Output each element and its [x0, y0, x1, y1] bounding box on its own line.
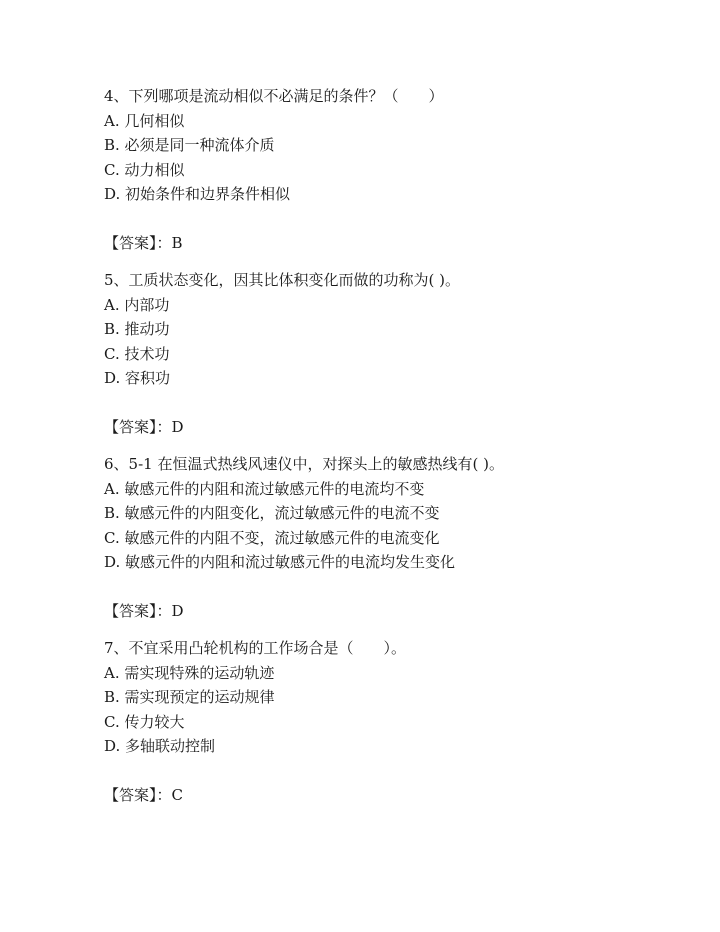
answer-line [104, 415, 704, 440]
document-page [104, 84, 704, 807]
option-a: A. 内部功 [104, 295, 170, 314]
question-7 [104, 636, 704, 807]
option-b: B. 需实现预定的运动规律 [104, 688, 275, 706]
answer-line [104, 783, 704, 808]
option-b: B. 推动功 [104, 320, 170, 338]
question-title: 5、工质状态变化，因其比体积变化而做的功称为( )。 [104, 271, 461, 289]
question-4 [104, 84, 704, 255]
option-b: B. 敏感元件的内阻变化，流过敏感元件的电流不变 [104, 504, 440, 522]
option-a: A. 几何相似 [104, 111, 185, 130]
question-title: 6、5-1 在恒温式热线风速仪中，对探头上的敏感热线有( )。 [104, 455, 504, 473]
option-c: C. 动力相似 [104, 160, 185, 179]
answer-label: 【答案】： [104, 233, 172, 252]
option-c: C. 敏感元件的内阻不变，流过敏感元件的电流变化 [104, 528, 440, 547]
option-c: C. 传力较大 [104, 712, 185, 731]
option-b: B. 必须是同一种流体介质 [104, 136, 275, 154]
answer-label: 【答案】： [104, 417, 172, 436]
question-5 [104, 268, 704, 439]
question-title: 4、下列哪项是流动相似不必满足的条件？（ ） [104, 87, 444, 105]
option-d: D. 敏感元件的内阻和流过敏感元件的电流均发生变化 [104, 553, 456, 571]
option-d: D. 容积功 [104, 369, 171, 387]
option-d: D. 初始条件和边界条件相似 [104, 185, 291, 203]
answer-value: B [171, 233, 183, 252]
option-c: C. 技术功 [104, 344, 170, 363]
answer-label: 【答案】： [104, 601, 172, 620]
option-a: A. 需实现特殊的运动轨迹 [104, 663, 275, 682]
option-a: A. 敏感元件的内阻和流过敏感元件的电流均不变 [104, 479, 425, 498]
answer-value: D [171, 417, 184, 436]
answer-value: D [171, 601, 184, 620]
answer-line [104, 231, 704, 256]
answer-label: 【答案】： [104, 785, 172, 804]
option-d: D. 多轴联动控制 [104, 737, 216, 755]
answer-value: C [171, 785, 183, 804]
answer-line [104, 599, 704, 624]
question-title: 7、不宜采用凸轮机构的工作场合是（ ）。 [104, 639, 407, 657]
question-6 [104, 452, 704, 623]
